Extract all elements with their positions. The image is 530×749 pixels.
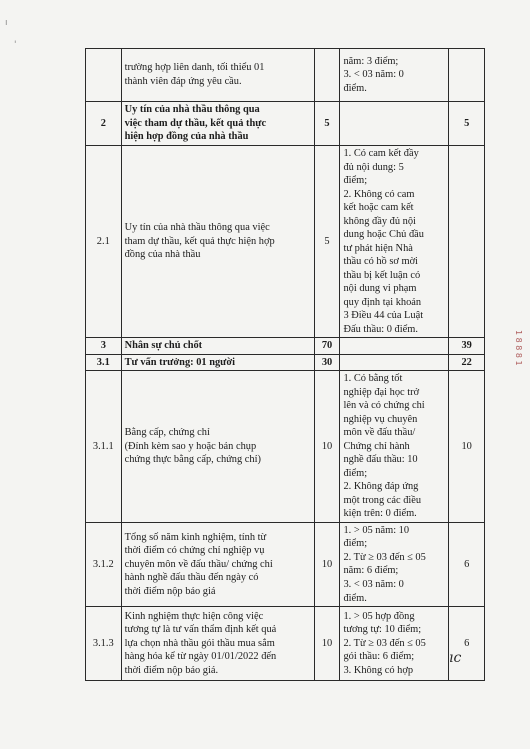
row-number-cell [86, 49, 122, 102]
table-row [86, 338, 485, 355]
max-score-cell: 10 [314, 607, 340, 681]
criteria-cell-line: một trong các điều [343, 494, 422, 506]
content-cell-line: đồng của nhà thầu [124, 249, 201, 261]
awarded-score-cell: 10 [449, 371, 485, 523]
content-cell [121, 146, 314, 338]
awarded-score-cell [449, 49, 485, 102]
awarded-score-cell: 5 [449, 102, 485, 146]
max-score-cell: 5 [314, 102, 340, 146]
criteria-cell [340, 338, 449, 355]
max-score-cell: 10 [314, 371, 340, 523]
criteria-cell-line: nghề đấu thầu: 10 [343, 454, 418, 466]
content-cell-line: chứng thực bằng cấp, chứng chỉ) [124, 454, 261, 466]
criteria-cell-line: thầu bị kết luận có [343, 269, 421, 281]
criteria-cell-line: quy định tại khoản [343, 296, 422, 308]
criteria-cell [340, 354, 449, 371]
criteria-cell-line: điểm. [343, 592, 367, 604]
criteria-cell-line: năm: 6 điểm; [343, 565, 399, 577]
max-score-cell [314, 49, 340, 102]
row-number-cell: 3.1.1 [86, 371, 122, 523]
content-cell-line: trường hợp liên danh, tối thiểu 01 [124, 62, 265, 74]
criteria-cell-line: kiện trên: 0 điểm. [343, 508, 417, 520]
table-row [86, 49, 485, 102]
content-cell-line: Uy tín của nhà thầu thông qua [124, 104, 260, 116]
max-score-cell: 70 [314, 338, 340, 355]
content-cell-line: hàng hóa kể từ ngày 01/01/2022 đến [124, 651, 277, 663]
table-row [86, 607, 485, 681]
criteria-cell-line: 2. Không đáp ứng [343, 481, 419, 493]
criteria-cell-line: dung hoặc Chủ đầu [343, 229, 424, 241]
criteria-cell-line: nghiệp đại học trở [343, 386, 420, 398]
criteria-cell-line: 3 Điều 44 của Luật [343, 310, 424, 322]
content-cell [121, 49, 314, 102]
criteria-cell [340, 522, 449, 606]
content-cell-line: Uy tín của nhà thầu thông qua việc [124, 222, 270, 234]
awarded-score-cell [449, 146, 485, 338]
criteria-cell [340, 146, 449, 338]
content-cell [121, 607, 314, 681]
criteria-cell-line: điểm. [343, 82, 367, 94]
content-cell-line: Tư vấn trưởng: 01 người [124, 356, 236, 368]
criteria-cell-line: thầu có hồ sơ mời [343, 256, 418, 268]
criteria-cell-line: 2. Từ ≥ 03 đến ≤ 05 [343, 551, 426, 563]
criteria-cell-line: 3. < 03 năm: 0 [343, 69, 404, 81]
content-cell-line: Kinh nghiệm thực hiện công việc [124, 610, 264, 622]
scoring-table [85, 48, 485, 681]
criteria-cell-line: 1. Có bằng tốt [343, 373, 403, 385]
content-cell-line: thời điểm có chứng chỉ nghiệp vụ [124, 545, 265, 557]
initial-signature: ıc [449, 650, 462, 666]
content-cell-line: thời điểm nộp báo giá [124, 585, 216, 597]
content-cell-line: hành nghề đấu thầu đến ngày có [124, 572, 259, 584]
criteria-cell [340, 371, 449, 523]
criteria-cell-line: 3. Không có hợp [343, 664, 414, 676]
criteria-cell [340, 49, 449, 102]
row-number-cell: 2 [86, 102, 122, 146]
content-cell [121, 522, 314, 606]
row-number-cell: 3.1.3 [86, 607, 122, 681]
margin-mark: ı [5, 18, 8, 28]
criteria-cell-line: kết hoặc cam kết [343, 202, 414, 214]
criteria-cell-line: Chứng chỉ hành [343, 440, 410, 452]
criteria-cell-line: điểm; [343, 175, 368, 187]
criteria-cell-line: 3. < 03 năm: 0 [343, 578, 404, 590]
row-number-cell: 3 [86, 338, 122, 355]
criteria-cell-line: đủ nội dung: 5 [343, 161, 404, 173]
content-cell-line: lựa chọn nhà thầu gói thầu mua sắm [124, 637, 275, 649]
content-cell-line: Nhân sự chủ chốt [124, 340, 203, 352]
criteria-cell-line: điểm; [343, 538, 368, 550]
criteria-cell-line: lên và có chứng chỉ [343, 400, 425, 412]
content-cell [121, 354, 314, 371]
margin-mark: ' [14, 40, 17, 50]
criteria-cell [340, 102, 449, 146]
criteria-cell-line: nội dung vi phạm [343, 283, 417, 295]
criteria-cell-line: tư phát hiện Nhà [343, 242, 413, 254]
max-score-cell: 30 [314, 354, 340, 371]
content-cell-line: (Đính kèm sao y hoặc bản chụp [124, 440, 257, 452]
content-cell-line: tham dự thầu, kết quả thực hiện hợp [124, 235, 275, 247]
table-row [86, 354, 485, 371]
criteria-cell-line: tương tự: 10 điểm; [343, 624, 422, 636]
criteria-cell-line: điểm; [343, 467, 368, 479]
content-cell [121, 338, 314, 355]
content-cell-line: chuyên môn về đấu thầu/ chứng chỉ [124, 558, 273, 570]
criteria-cell-line: Đấu thầu: 0 điểm. [343, 323, 418, 335]
awarded-score-cell: 6 [449, 607, 485, 681]
criteria-cell-line: 1. Có cam kết đầy [343, 148, 419, 159]
content-cell-line: hiện hợp đồng của nhà thầu [124, 131, 249, 143]
criteria-cell-line: gói thầu: 6 điểm; [343, 651, 415, 663]
content-cell-line: thời điểm nộp báo giá. [124, 664, 219, 676]
awarded-score-cell: 22 [449, 354, 485, 371]
content-cell [121, 371, 314, 523]
criteria-cell-line: không đầy đủ nội [343, 215, 416, 227]
awarded-score-cell: 39 [449, 338, 485, 355]
criteria-cell [340, 607, 449, 681]
awarded-score-cell: 6 [449, 522, 485, 606]
criteria-cell-line: nghiệp vụ chuyên [343, 413, 418, 425]
row-number-cell: 3.1 [86, 354, 122, 371]
criteria-cell-line: năm: 3 điểm; [343, 55, 399, 67]
table-row [86, 146, 485, 338]
max-score-cell: 10 [314, 522, 340, 606]
side-margin-mark: 1 8 8 8 1 [514, 330, 523, 366]
content-cell-line: tương tự là tư vấn thẩm định kết quả [124, 624, 277, 636]
content-cell-line: thành viên đáp ứng yêu cầu. [124, 76, 242, 87]
row-number-cell: 2.1 [86, 146, 122, 338]
table-row [86, 371, 485, 523]
criteria-cell-line: 1. > 05 hợp đồng [343, 610, 415, 622]
content-cell [121, 102, 314, 146]
criteria-cell-line: 1. > 05 năm: 10 [343, 524, 410, 536]
criteria-cell-line: 2. Không có cam [343, 188, 415, 200]
row-number-cell: 3.1.2 [86, 522, 122, 606]
criteria-cell-line: môn về đấu thầu/ [343, 427, 416, 439]
table-row [86, 102, 485, 146]
content-cell-line: việc tham dự thầu, kết quả thực [124, 117, 267, 129]
content-cell-line: Tổng số năm kinh nghiệm, tính từ [124, 531, 267, 543]
criteria-cell-line: 2. Từ ≥ 03 đến ≤ 05 [343, 637, 426, 649]
content-cell-line: Bằng cấp, chứng chỉ [124, 427, 210, 439]
max-score-cell: 5 [314, 146, 340, 338]
table-row [86, 522, 485, 606]
